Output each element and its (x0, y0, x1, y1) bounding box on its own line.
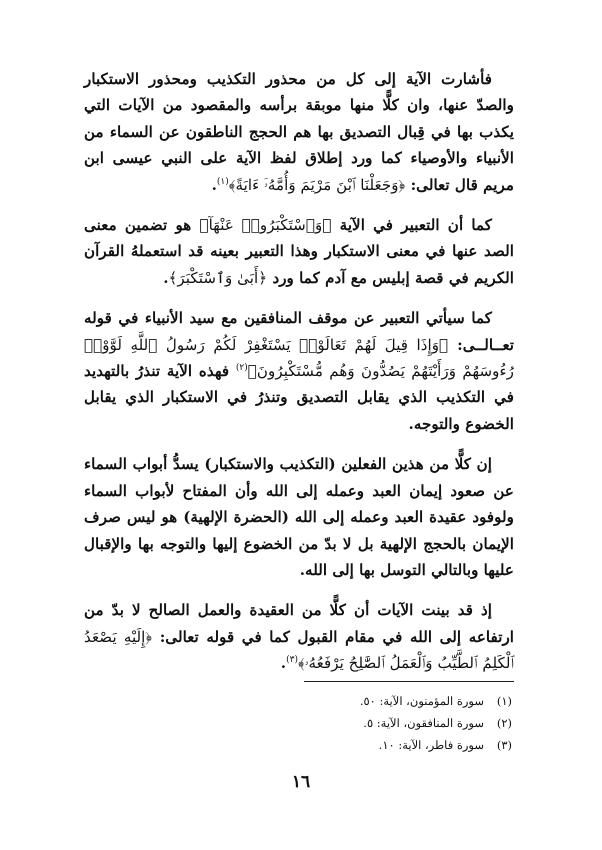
footnote (212, 712, 512, 734)
footnote-number: (٢) (496, 716, 512, 730)
paragraph-text: فأشارت الآية إلى كل من محذور التكذيب ومحذور الاستكبار والصدّ عنها، وان كلًّا منها موبقة برأسه والمقصود من الآيات التي يكذب بها في قِبال التصديق بها هم الحجج الناطقون عن السماء من الأنبياء والأوصياء كما ورد إطلاق لفظ الآية على النبي عيسى ابن مريم قال تعالى: (84, 70, 514, 194)
footnote-text: سورة المؤمنون، الآية: ٥٠. (359, 694, 484, 708)
paragraph-text: كما سيأتي التعبير عن موقف المنافقين مع سيد الأنبياء في قوله تعــالــى: (84, 309, 514, 354)
paragraph-text: فهذه الآية تنذرُ بالتهديد في التكذيب الذي يقابل التصديق وتنذرُ في الاستكبار الذي يقابل الخضوع والتوجه. (84, 362, 514, 433)
footnote-number: (١) (496, 694, 512, 708)
paragraph-text: كما أن التعبير في الآية (331, 216, 493, 235)
footnote (212, 734, 512, 756)
quran-quote: ﴿وَجَعَلْنَا ٱبْنَ مَرْيَمَ وَأُمَّهُۥٓ ءَايَةً﴾ (228, 175, 406, 194)
paragraph-text: هو تضمين معنى الصد عنها في معنى الاستكبار وهذا التعبير بعينه قد استعملهُ القرآن الكريم في قصة إبليس مع آدم كما ورد (84, 216, 514, 287)
footnote-ref: (٣) (286, 655, 298, 666)
footnote (212, 690, 512, 712)
paragraph-text: . (163, 268, 169, 287)
footnote-ref: (١) (216, 176, 229, 187)
quran-quote: ﴿إِلَيْهِ يَصْعَدُ ٱلْكَلِمُ ٱلطَّيِّبُ وَٱلْعَمَلُ ٱلصَّٰلِحُ يَرْفَعُهُۥ﴾ (84, 627, 514, 673)
paragraph-text: إن كلًّا من هذين الفعلين (التكذيب والاستكبار) يسدُّ أبواب السماء عن صعود إيمان العبد وعمله إلى الله وأن المفتاح لأبواب السماء ولوفود عقيدة العبد وعمله إلى الله (الحضرة الإلهية) هو ليس صرف الإيمان بالحجج الإلهية بل لا بدّ من الخضوع إليها والتوجه بها والإقبال عليها وبالتالي التوسل بها إلى الله. (84, 455, 514, 579)
page-number: ١٦ (291, 772, 311, 792)
paragraph-text: . (211, 175, 217, 194)
paragraph (84, 212, 514, 291)
quran-quote: ﴿وَٱسْتَكْبَرُوا۟ عَنْهَآ﴾ (199, 216, 332, 235)
paragraph (84, 597, 514, 676)
body-text (84, 66, 514, 691)
paragraph (84, 66, 514, 198)
quran-quote: ﴿أَبَىٰ وَٱسْتَكْبَرَ﴾ (168, 268, 268, 287)
quran-quote: ﴿وَإِذَا قِيلَ لَهُمْ تَعَالَوْا۟ يَسْتَغْفِرْ لَكُمْ رَسُولُ ٱللَّهِ لَوَّوْا۟ رُءُوسَهُمْ وَرَأَيْتَهُمْ يَصُدُّونَ وَهُم مُّسْتَكْبِرُونَ﴾ (84, 335, 514, 381)
footnote-divider (304, 681, 514, 682)
paragraph-text: إذ قد بينت الآيات أن كلًّا من العقيدة والعمل الصالح لا بدّ من ارتفاعه إلى الله في مقام القبول كما في قوله تعالى: (84, 601, 514, 646)
footnote-number: (٣) (496, 738, 512, 752)
paragraph (84, 451, 514, 583)
paragraph (84, 305, 514, 437)
footnote-ref: (٢) (235, 363, 248, 373)
footnote-text: سورة فاطر، الآية: ١٠. (378, 738, 484, 752)
footnote-text: سورة المنافقون، الآية: ٥. (363, 716, 484, 730)
paragraph-text: . (280, 654, 287, 673)
footnotes (212, 690, 512, 756)
